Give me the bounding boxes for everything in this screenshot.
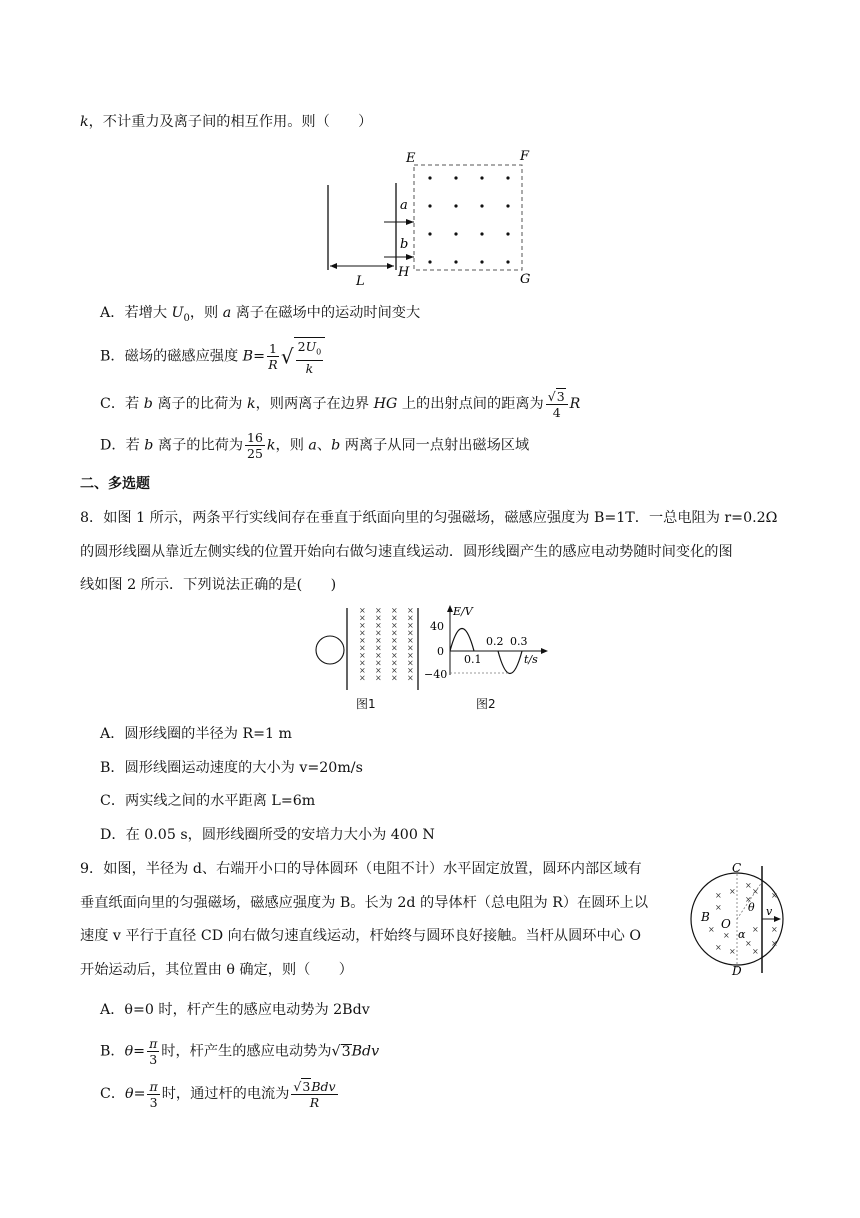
graph-ylabel: E/V: [453, 605, 473, 618]
figure2-caption: 图2: [476, 697, 496, 711]
field-cross-icon: ×: [407, 651, 414, 660]
q8-option-c[interactable]: C．两实线之间的水平距离 L=6m: [100, 793, 316, 809]
q9-text-line2: 垂直纸面向里的匀强磁场，磁感应强度为 B。长为 2d 的导体杆（总电阻为 R）在圆环上以: [80, 895, 649, 911]
field-cross-icon: ×: [359, 613, 366, 623]
q7-option-c[interactable]: C．若 b 离子的比荷为 k，则两离子在边界 HG 上的出射点间的距离为 $\frac{√3}{4}$ R: [100, 389, 581, 420]
field-cross-icon: ×: [359, 651, 366, 660]
graph-ytick-40: 40: [430, 620, 444, 633]
field-cross-icon: ×: [391, 643, 398, 653]
label-L: L: [356, 274, 365, 289]
field-cross-icon: ×: [708, 925, 715, 934]
q8-figure1: [314, 605, 424, 690]
label-G: G: [520, 272, 531, 287]
field-cross-icon: ×: [391, 606, 398, 615]
field-cross-icon: ×: [391, 613, 398, 623]
field-cross-icon: ×: [391, 658, 398, 668]
label-B: B: [701, 910, 710, 924]
q7-option-d[interactable]: D．若 b 离子的比荷为 $\frac{16}{25}$ k，则 a、b 两离子从同一点射出磁场区域: [100, 430, 530, 461]
field-cross-icon: ×: [375, 613, 382, 623]
q8-text-line1: 8．如图 1 所示，两条平行实线间存在垂直于纸面向里的匀强磁场，磁感应强度为 B=1T．一总电阻为 r=0.2Ω: [80, 510, 778, 526]
field-cross-icon: ×: [752, 947, 759, 956]
field-cross-icon: ×: [771, 891, 778, 900]
field-cross-icon: ×: [407, 621, 414, 630]
q7-option-b[interactable]: B．磁场的磁感应强度 B= $\frac{1}{R}$ √ $\frac{2U_0}{k}$: [100, 337, 325, 376]
field-cross-icon: ×: [407, 673, 414, 683]
q7-option-a[interactable]: A．若增大 $U_0$，则 a 离子在磁场中的运动时间变大: [100, 305, 421, 324]
field-cross-icon: ×: [771, 939, 778, 948]
q9-option-b[interactable]: B．θ= $\frac{\pi}{3}$ 时，杆产生的感应电动势为√3Bdv: [100, 1036, 380, 1067]
sqrt-expression: √ $\frac{2U_0}{k}$: [281, 337, 325, 376]
fraction-pi-over-3: $\frac{\pi}{3}$: [149, 1036, 158, 1067]
label-C: C: [732, 861, 742, 875]
field-cross-icon: ×: [745, 881, 752, 890]
field-cross-icon: ×: [359, 606, 366, 615]
q7-intro: k，不计重力及离子间的相互作用。则（ ）: [80, 114, 373, 130]
field-cross-icon: ×: [407, 658, 414, 668]
fraction-current: $\frac{\text{√3Bdv}}{R}$: [293, 1079, 336, 1110]
field-cross-icon: ×: [359, 636, 366, 645]
field-cross-icon: ×: [375, 643, 382, 653]
field-cross-icon: ×: [771, 925, 778, 934]
q8-text-line3: 线如图 2 所示．下列说法正确的是( ): [80, 577, 337, 593]
field-cross-icon: ×: [729, 947, 736, 956]
field-cross-icon: ×: [375, 666, 382, 675]
field-cross-icon: ×: [391, 621, 398, 630]
figure1-caption: 图1: [356, 697, 376, 711]
field-cross-icon: ×: [745, 895, 752, 904]
field-cross-icon: ×: [729, 887, 736, 896]
q8-text-line2: 的圆形线圈从靠近左侧实线的位置开始向右做匀速直线运动．圆形线圈产生的感应电动势随时间变化的图: [80, 544, 733, 560]
fraction-16-over-25: $\frac{16}{25}$: [247, 430, 263, 461]
fraction-1-over-R: $\frac{1}{R}$: [268, 340, 278, 372]
field-cross-icon: ×: [375, 606, 382, 615]
q9-text-line3: 速度 v 平行于直径 CD 向右做匀速直线运动，杆始终与圆环良好接触。当杆从圆环中心 O: [80, 928, 641, 944]
section-heading-multiple-choice: 二、多选题: [80, 476, 150, 492]
label-b: b: [400, 237, 409, 252]
q8-option-a[interactable]: A．圆形线圈的半径为 R=1 m: [100, 726, 293, 742]
field-cross-icon: ×: [375, 673, 382, 683]
label-D: D: [732, 964, 742, 978]
field-cross-icon: ×: [375, 651, 382, 660]
fraction-sqrt3-over-4: $\frac{√3}{4}$: [546, 388, 568, 420]
field-cross-icon: ×: [391, 673, 398, 683]
label-a: a: [400, 198, 408, 213]
field-cross-icon: ×: [407, 628, 414, 638]
field-cross-icon: ×: [745, 939, 752, 948]
field-cross-icon: ×: [391, 666, 398, 675]
graph-ytick-0: 0: [437, 645, 444, 658]
field-cross-icon: ×: [391, 628, 398, 638]
field-cross-icon: ×: [359, 628, 366, 638]
label-H: H: [398, 265, 410, 280]
field-cross-icon: ×: [407, 643, 414, 653]
field-cross-icon: ×: [407, 666, 414, 675]
field-cross-icon: ×: [375, 628, 382, 638]
fraction-pi-over-3: $\frac{\pi}{3}$: [149, 1078, 158, 1110]
graph-xtick-0.1: 0.1: [464, 653, 482, 666]
label-F: F: [520, 149, 530, 164]
field-cross-icon: ×: [407, 636, 414, 645]
field-cross-icon: ×: [715, 891, 722, 900]
field-cross-icon: ×: [375, 636, 382, 645]
label-E: E: [406, 151, 416, 166]
q9-text-line4: 开始运动后，其位置由 θ 确定，则（ ）: [80, 962, 353, 978]
q7-figure: [320, 145, 545, 290]
graph-xtick-0.2: 0.2: [486, 635, 504, 648]
graph-xlabel: t/s: [524, 653, 538, 666]
q9-text-line1: 9．如图，半径为 d、右端开小口的导体圆环（电阻不计）水平固定放置，圆环内部区域有: [80, 861, 642, 877]
field-cross-icon: ×: [359, 643, 366, 653]
field-cross-icon: ×: [359, 666, 366, 675]
field-cross-icon: ×: [723, 931, 730, 940]
q8-figure2-graph: [420, 603, 550, 688]
label-v: v: [766, 905, 773, 918]
label-alpha: α: [738, 928, 746, 941]
field-cross-icon: ×: [391, 636, 398, 645]
field-cross-icon: ×: [375, 658, 382, 668]
field-cross-icon: ×: [407, 606, 414, 615]
field-cross-icon: ×: [359, 673, 366, 683]
field-cross-icon: ×: [752, 887, 759, 896]
q9-figure: [688, 858, 788, 980]
q8-option-b[interactable]: B．圆形线圈运动速度的大小为 v=20m/s: [100, 760, 363, 776]
field-cross-icon: ×: [715, 943, 722, 952]
graph-xtick-0.3: 0.3: [510, 635, 528, 648]
q9-option-c[interactable]: C．θ= $\frac{\pi}{3}$ 时，通过杆的电流为 $\frac{\text{√3Bdv}}{R}$: [100, 1078, 336, 1110]
field-cross-icon: ×: [752, 925, 759, 934]
graph-ytick-neg40: −40: [424, 668, 448, 681]
field-cross-icon: ×: [359, 658, 366, 668]
label-O: O: [721, 917, 731, 931]
q8-option-d[interactable]: D．在 0.05 s，圆形线圈所受的安培力大小为 400 N: [100, 827, 435, 843]
field-cross-icon: ×: [715, 903, 722, 912]
field-cross-icon: ×: [375, 621, 382, 630]
field-cross-icon: ×: [391, 651, 398, 660]
q9-option-a[interactable]: A．θ=0 时，杆产生的感应电动势为 2Bdv: [100, 1002, 370, 1018]
field-cross-icon: ×: [359, 621, 366, 630]
label-theta: θ: [748, 901, 755, 914]
field-cross-icon: ×: [407, 613, 414, 623]
